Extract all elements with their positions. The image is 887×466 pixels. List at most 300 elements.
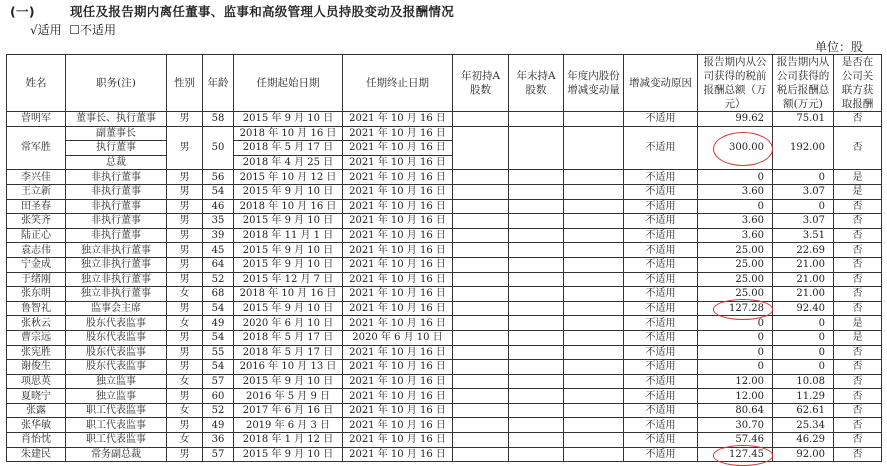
table-cell: 不适用 <box>624 243 698 258</box>
table-row <box>7 257 882 272</box>
table-cell: 0 <box>773 360 834 375</box>
table-cell <box>564 389 624 404</box>
table-cell: 否 <box>834 345 882 360</box>
table-cell <box>509 184 564 199</box>
table-cell <box>453 199 509 214</box>
table-cell: 否 <box>834 403 882 418</box>
table-cell: 张秋云 <box>7 316 66 331</box>
table-cell: 3.07 <box>773 184 834 199</box>
table-cell: 3.60 <box>698 214 773 229</box>
table-cell: 否 <box>834 214 882 229</box>
table-cell: 57 <box>203 447 234 462</box>
table-cell: 不适用 <box>624 389 698 404</box>
table-cell <box>509 112 564 127</box>
table-cell: 独立非执行董事 <box>66 287 167 302</box>
column-header: 是否在公司关联方获取报酬 <box>834 55 882 112</box>
table-cell: 54 <box>203 330 234 345</box>
table-cell: 是 <box>834 170 882 185</box>
table-cell <box>564 360 624 375</box>
table-cell: 25.00 <box>698 257 773 272</box>
table-cell <box>509 360 564 375</box>
table-cell: 张东明 <box>7 287 66 302</box>
table-cell: 独立非执行董事 <box>66 272 167 287</box>
table-cell: 2015 年 9 月 10 日 <box>234 214 343 229</box>
table-cell: 2021 年 10 月 16 日 <box>343 155 453 170</box>
table-cell <box>453 272 509 287</box>
table-cell <box>453 389 509 404</box>
table-row <box>7 360 882 375</box>
table-cell: 男 <box>167 330 203 345</box>
table-cell <box>453 360 509 375</box>
section-number: (一) <box>10 4 35 19</box>
table-cell: 35 <box>203 214 234 229</box>
table-cell: 男 <box>167 184 203 199</box>
table-cell <box>453 345 509 360</box>
table-cell: 2018 年 10 月 16 日 <box>234 199 343 214</box>
table-cell: 谢俊生 <box>7 360 66 375</box>
table-cell: 女 <box>167 287 203 302</box>
table-cell <box>509 345 564 360</box>
table-cell: 男 <box>167 257 203 272</box>
table-cell: 2018 年 10 月 16 日 <box>234 126 343 141</box>
table-cell: 39 <box>203 228 234 243</box>
table-cell: 2021 年 10 月 16 日 <box>343 257 453 272</box>
table-cell: 50 <box>203 126 234 170</box>
table-cell: 46 <box>203 199 234 214</box>
table-cell <box>453 433 509 448</box>
table-cell: 127.28 <box>698 301 773 316</box>
table-cell <box>453 316 509 331</box>
section-title <box>10 2 454 20</box>
table-row <box>7 374 882 389</box>
table-cell: 夏晓宁 <box>7 389 66 404</box>
column-header: 姓名 <box>7 55 66 112</box>
table-cell: 54 <box>203 184 234 199</box>
table-cell: 女 <box>167 316 203 331</box>
table-cell <box>509 126 564 170</box>
table-cell: 非执行董事 <box>66 228 167 243</box>
table-cell: 否 <box>834 257 882 272</box>
table-row <box>7 403 882 418</box>
table-cell: 2020 年 6 月 10 日 <box>343 330 453 345</box>
table-cell: 2021 年 10 月 16 日 <box>343 272 453 287</box>
table-cell: 是 <box>834 330 882 345</box>
table-cell <box>564 170 624 185</box>
table-cell <box>453 112 509 127</box>
column-header: 性别 <box>167 55 203 112</box>
table-cell <box>564 257 624 272</box>
table-cell: 2021 年 10 月 16 日 <box>343 389 453 404</box>
table-cell: 不适用 <box>624 199 698 214</box>
table-cell: 2016 年 5 月 9 日 <box>234 389 343 404</box>
table-cell: 2021 年 10 月 16 日 <box>343 374 453 389</box>
table-cell: 不适用 <box>624 170 698 185</box>
table-cell <box>509 418 564 433</box>
table-cell <box>509 389 564 404</box>
table-cell: 股东代表监事 <box>66 345 167 360</box>
table-cell: 21.00 <box>773 272 834 287</box>
table-row <box>7 199 882 214</box>
table-cell: 男 <box>167 228 203 243</box>
table-cell: 52 <box>203 272 234 287</box>
table-cell: 0 <box>773 170 834 185</box>
table-cell: 2021 年 10 月 16 日 <box>343 184 453 199</box>
table-cell: 男 <box>167 272 203 287</box>
table-cell <box>564 243 624 258</box>
table-cell <box>453 330 509 345</box>
table-cell: 否 <box>834 447 882 462</box>
table-row <box>7 418 882 433</box>
table-cell: 男 <box>167 199 203 214</box>
table-cell: 不适用 <box>624 330 698 345</box>
table-cell <box>564 126 624 170</box>
table-cell: 21.00 <box>773 287 834 302</box>
table-cell: 不适用 <box>624 345 698 360</box>
table-cell <box>509 272 564 287</box>
table-cell <box>564 214 624 229</box>
table-cell: 股东代表监事 <box>66 316 167 331</box>
table-cell <box>564 374 624 389</box>
table-cell: 2021 年 10 月 16 日 <box>343 301 453 316</box>
not-applicable-unchecked: ☐不适用 <box>69 23 117 37</box>
table-cell: 2021 年 10 月 16 日 <box>343 170 453 185</box>
table-row <box>7 243 882 258</box>
table-cell <box>564 112 624 127</box>
table-cell: 0 <box>773 316 834 331</box>
table-cell: 36 <box>203 433 234 448</box>
table-cell: 127.45 <box>698 447 773 462</box>
table-cell <box>453 184 509 199</box>
table-cell <box>453 418 509 433</box>
table-cell: 75.01 <box>773 112 834 127</box>
table-cell: 2018 年 4 月 25 日 <box>234 155 343 170</box>
table-cell: 否 <box>834 374 882 389</box>
table-cell: 男 <box>167 112 203 127</box>
column-header: 增减变动原因 <box>624 55 698 112</box>
table-cell: 男 <box>167 170 203 185</box>
applicability <box>30 21 116 38</box>
table-cell: 男 <box>167 345 203 360</box>
table-cell: 不适用 <box>624 257 698 272</box>
table-cell: 总裁 <box>66 155 167 170</box>
table-cell: 2021 年 10 月 16 日 <box>343 287 453 302</box>
table-cell: 25.34 <box>773 418 834 433</box>
table-cell: 副董事长 <box>66 126 167 141</box>
table-cell: 宁金成 <box>7 257 66 272</box>
table-cell: 男 <box>167 243 203 258</box>
table-cell: 女 <box>167 374 203 389</box>
table-cell: 男 <box>167 389 203 404</box>
header-row <box>7 55 882 112</box>
table-cell: 2021 年 10 月 16 日 <box>343 316 453 331</box>
table-cell: 股东代表监事 <box>66 360 167 375</box>
table-cell: 常务副总裁 <box>66 447 167 462</box>
table-cell: 2018 年 10 月 16 日 <box>234 287 343 302</box>
table-cell: 不适用 <box>624 316 698 331</box>
table-cell: 不适用 <box>624 126 698 170</box>
table-cell: 12.00 <box>698 374 773 389</box>
table-cell: 董事长、执行董事 <box>66 112 167 127</box>
table-row <box>7 389 882 404</box>
table-cell: 2015 年 9 月 10 日 <box>234 257 343 272</box>
table-cell: 45 <box>203 243 234 258</box>
table-cell: 0 <box>698 345 773 360</box>
section-title-text: 现任及报告期内离任董事、监事和高级管理人员持股变动及报酬情况 <box>70 4 455 19</box>
table-cell: 否 <box>834 272 882 287</box>
table-cell: 独立非执行董事 <box>66 257 167 272</box>
table-cell: 不适用 <box>624 214 698 229</box>
table-cell <box>509 199 564 214</box>
table-cell: 2021 年 10 月 16 日 <box>343 228 453 243</box>
table-cell: 2018 年 5 月 17 日 <box>234 141 343 156</box>
table-cell <box>509 301 564 316</box>
table-cell: 张露 <box>7 403 66 418</box>
table-cell: 不适用 <box>624 301 698 316</box>
table-cell: 0 <box>773 345 834 360</box>
table-row <box>7 126 882 141</box>
table-cell: 54 <box>203 301 234 316</box>
table-row <box>7 345 882 360</box>
table-cell <box>453 403 509 418</box>
table-cell <box>453 126 509 170</box>
table-cell: 80.64 <box>698 403 773 418</box>
table-cell: 否 <box>834 418 882 433</box>
table-cell: 王立新 <box>7 184 66 199</box>
table-cell: 非执行董事 <box>66 170 167 185</box>
table-row <box>7 214 882 229</box>
table-cell: 否 <box>834 389 882 404</box>
table-cell: 非执行董事 <box>66 214 167 229</box>
table-cell: 不适用 <box>624 112 698 127</box>
table-row <box>7 272 882 287</box>
table-row <box>7 433 882 448</box>
table-cell: 不适用 <box>624 228 698 243</box>
table-cell: 25.00 <box>698 272 773 287</box>
table-cell <box>509 433 564 448</box>
table-cell: 2021 年 10 月 16 日 <box>343 345 453 360</box>
table-cell: 2015 年 10 月 12 日 <box>234 170 343 185</box>
table-cell: 职工代表监事 <box>66 433 167 448</box>
table-cell: 鲁智礼 <box>7 301 66 316</box>
table-cell: 0 <box>698 199 773 214</box>
table-cell: 男 <box>167 126 203 170</box>
table-cell: 男 <box>167 360 203 375</box>
table-cell: 2021 年 10 月 16 日 <box>343 360 453 375</box>
table-cell <box>453 243 509 258</box>
table-cell: 张笑齐 <box>7 214 66 229</box>
table-cell: 46.29 <box>773 433 834 448</box>
table-cell: 11.29 <box>773 389 834 404</box>
table-cell: 张华敏 <box>7 418 66 433</box>
table-cell: 0 <box>698 170 773 185</box>
table-cell: 2021 年 10 月 16 日 <box>343 433 453 448</box>
table-cell <box>564 301 624 316</box>
table-cell: 独立监事 <box>66 389 167 404</box>
table-cell: 0 <box>698 316 773 331</box>
table-row <box>7 228 882 243</box>
table-body <box>7 112 882 462</box>
table-cell: 3.51 <box>773 228 834 243</box>
table-cell: 肖怡忱 <box>7 433 66 448</box>
table-cell: 田圣春 <box>7 199 66 214</box>
column-header: 职务(注) <box>66 55 167 112</box>
table-cell: 职工代表监事 <box>66 403 167 418</box>
table-cell: 49 <box>203 316 234 331</box>
table-cell: 陆正心 <box>7 228 66 243</box>
table-cell: 常军胜 <box>7 126 66 170</box>
table-cell: 2021 年 10 月 16 日 <box>343 126 453 141</box>
table-cell: 不适用 <box>624 433 698 448</box>
table-cell <box>509 447 564 462</box>
table-cell <box>453 447 509 462</box>
table-cell: 62.61 <box>773 403 834 418</box>
table-cell: 李兴佳 <box>7 170 66 185</box>
applicable-checked: √适用 <box>30 23 62 37</box>
column-header: 年初持A股数 <box>453 55 509 112</box>
table-cell: 25.00 <box>698 243 773 258</box>
table-cell: 192.00 <box>773 126 834 170</box>
table-cell <box>564 287 624 302</box>
table-cell <box>564 199 624 214</box>
table-cell: 2018 年 1 月 12 日 <box>234 433 343 448</box>
table-cell: 64 <box>203 257 234 272</box>
table-cell: 否 <box>834 360 882 375</box>
table-cell: 否 <box>834 112 882 127</box>
table-cell: 55 <box>203 345 234 360</box>
table-cell: 曹宗远 <box>7 330 66 345</box>
table-cell <box>564 433 624 448</box>
table-cell: 3.60 <box>698 184 773 199</box>
table-cell: 2021 年 10 月 16 日 <box>343 214 453 229</box>
table-cell: 56 <box>203 170 234 185</box>
table-cell: 2015 年 9 月 10 日 <box>234 243 343 258</box>
table-cell: 不适用 <box>624 287 698 302</box>
column-header: 任期终止日期 <box>343 55 453 112</box>
table-cell: 不适用 <box>624 374 698 389</box>
table-cell: 男 <box>167 301 203 316</box>
column-header: 年度内股份增减变动量 <box>564 55 624 112</box>
table-cell: 0 <box>698 330 773 345</box>
table-cell: 2015 年 9 月 10 日 <box>234 447 343 462</box>
table-row <box>7 170 882 185</box>
table-cell: 是 <box>834 316 882 331</box>
table-cell: 于绪刚 <box>7 272 66 287</box>
table-cell: 否 <box>834 126 882 170</box>
table-cell <box>453 374 509 389</box>
table-cell <box>564 184 624 199</box>
table-cell: 男 <box>167 418 203 433</box>
table-cell: 2021 年 10 月 16 日 <box>343 418 453 433</box>
table-cell: 否 <box>834 287 882 302</box>
table-cell: 独立非执行董事 <box>66 243 167 258</box>
table-cell: 否 <box>834 301 882 316</box>
table-cell: 2021 年 10 月 16 日 <box>343 447 453 462</box>
table-cell: 非执行董事 <box>66 199 167 214</box>
table-cell: 22.69 <box>773 243 834 258</box>
table-cell <box>564 272 624 287</box>
column-header: 任期起始日期 <box>234 55 343 112</box>
table-cell <box>453 214 509 229</box>
table-cell: 30.70 <box>698 418 773 433</box>
table-cell: 300.00 <box>698 126 773 170</box>
table-cell <box>453 301 509 316</box>
table-cell: 2015 年 9 月 10 日 <box>234 184 343 199</box>
table-cell <box>564 403 624 418</box>
table-cell: 2017 年 6 月 16 日 <box>234 403 343 418</box>
table-cell: 57 <box>203 374 234 389</box>
table-cell <box>453 170 509 185</box>
table-cell: 60 <box>203 389 234 404</box>
table-cell: 不适用 <box>624 184 698 199</box>
table-cell: 2019 年 6 月 3 日 <box>234 418 343 433</box>
table-cell <box>509 170 564 185</box>
table-cell: 0 <box>698 360 773 375</box>
table-cell: 2015 年 9 月 10 日 <box>234 112 343 127</box>
table-cell <box>564 418 624 433</box>
table-cell: 股东代表监事 <box>66 330 167 345</box>
table-cell: 21.00 <box>773 257 834 272</box>
table-cell <box>564 228 624 243</box>
table-cell: 不适用 <box>624 272 698 287</box>
column-header: 报告期内从公司获得的税后报酬总额(万元) <box>773 55 834 112</box>
table-cell <box>453 287 509 302</box>
table-cell: 10.08 <box>773 374 834 389</box>
table-cell: 独立监事 <box>66 374 167 389</box>
table-cell: 男 <box>167 214 203 229</box>
table-cell: 2015 年 9 月 10 日 <box>234 301 343 316</box>
table-cell: 执行董事 <box>66 141 167 156</box>
table-cell: 2021 年 10 月 16 日 <box>343 141 453 156</box>
table-cell: 男 <box>167 447 203 462</box>
table-cell: 非执行董事 <box>66 184 167 199</box>
table-cell <box>509 316 564 331</box>
table-row <box>7 316 882 331</box>
table-cell <box>453 257 509 272</box>
table-cell: 2018 年 5 月 17 日 <box>234 345 343 360</box>
table-cell: 25.00 <box>698 287 773 302</box>
table-cell <box>564 316 624 331</box>
table-cell: 2021 年 10 月 16 日 <box>343 199 453 214</box>
table-cell: 58 <box>203 112 234 127</box>
table-cell: 0 <box>773 199 834 214</box>
table-cell <box>509 330 564 345</box>
table-cell: 不适用 <box>624 447 698 462</box>
column-header: 年龄 <box>203 55 234 112</box>
table-cell <box>509 214 564 229</box>
table-cell: 不适用 <box>624 418 698 433</box>
table-cell <box>509 228 564 243</box>
table-cell: 12.00 <box>698 389 773 404</box>
table-row <box>7 287 882 302</box>
table-cell <box>564 345 624 360</box>
table-cell: 监事会主席 <box>66 301 167 316</box>
table-cell: 99.62 <box>698 112 773 127</box>
table-cell: 2016 年 10 月 13 日 <box>234 360 343 375</box>
table-cell: 3.60 <box>698 228 773 243</box>
table-cell: 92.00 <box>773 447 834 462</box>
table-cell: 女 <box>167 403 203 418</box>
table-cell: 57.46 <box>698 433 773 448</box>
table-cell <box>509 243 564 258</box>
table-cell: 张宪胜 <box>7 345 66 360</box>
table-cell: 否 <box>834 243 882 258</box>
table-row <box>7 330 882 345</box>
table-cell <box>509 257 564 272</box>
table-cell: 否 <box>834 199 882 214</box>
table-cell: 不适用 <box>624 360 698 375</box>
table-cell: 49 <box>203 418 234 433</box>
table-cell: 是 <box>834 184 882 199</box>
